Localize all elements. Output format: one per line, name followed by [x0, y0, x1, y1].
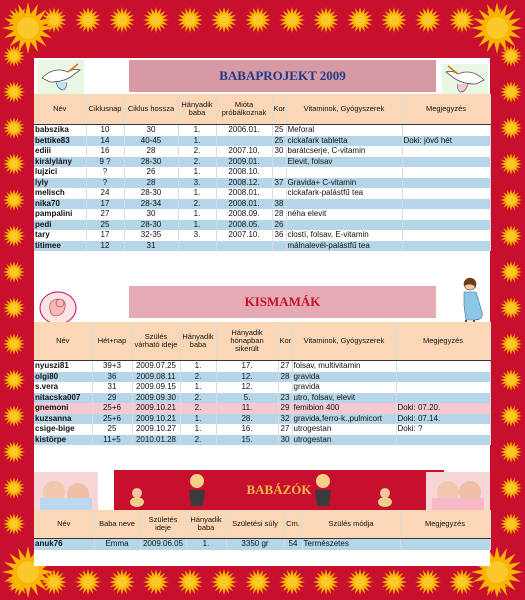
col-header: Hét+nap	[92, 322, 132, 361]
table-cell: 5.	[216, 393, 278, 404]
table-cell: 25	[272, 136, 286, 147]
col-header: Név	[34, 322, 92, 361]
name-cell: s.vera	[34, 382, 92, 393]
table-cell: 25	[92, 424, 132, 435]
table-cell: 28-34	[124, 199, 178, 210]
col-header: Hányadik baba	[180, 322, 216, 361]
table-header-row	[34, 510, 490, 539]
name-cell: kuzsanna	[34, 414, 92, 425]
sun-icon	[500, 441, 522, 463]
name-cell: titimee	[34, 241, 86, 252]
table-cell: málnalevél-palástfű tea	[286, 241, 402, 252]
table-cell: 32-35	[124, 230, 178, 241]
table-cell: 28.	[216, 414, 278, 425]
sun-icon	[109, 7, 135, 33]
table-cell: 29	[92, 393, 132, 404]
table-row	[34, 220, 490, 231]
sun-icon	[75, 7, 101, 33]
table-cell: 30	[124, 209, 178, 220]
table-cell: 2006.01.	[216, 125, 272, 136]
kismamak-title-banner	[129, 286, 436, 318]
table-row	[34, 424, 490, 435]
table-cell	[278, 382, 292, 393]
table-row	[34, 136, 490, 147]
sun-icon	[245, 569, 271, 595]
table-row	[34, 188, 490, 199]
sun-icon	[3, 225, 25, 247]
table-cell: 17	[86, 230, 124, 241]
table-cell	[400, 539, 490, 550]
sun-icon	[109, 569, 135, 595]
table-cell: barátcserje, C-vitamin	[286, 146, 402, 157]
table-cell: 3.	[178, 230, 216, 241]
table-cell: 2008.09.	[216, 209, 272, 220]
sun-icon	[500, 513, 522, 535]
sun-icon	[177, 7, 203, 33]
table-cell: 36	[272, 230, 286, 241]
kismamak-title: KISMAMÁK	[244, 294, 321, 309]
col-header: Kor	[272, 94, 286, 125]
table-cell: 2007.10.	[216, 230, 272, 241]
table-cell: 28	[124, 178, 178, 189]
table-cell	[272, 167, 286, 178]
table-cell: 25	[272, 125, 286, 136]
table-cell: 11.	[216, 403, 278, 414]
table-cell: utrogestan	[292, 424, 396, 435]
table-cell: 2008.05.	[216, 220, 272, 231]
table-cell: 27	[278, 361, 292, 372]
table-cell: 31	[92, 382, 132, 393]
sun-icon	[313, 569, 339, 595]
name-cell: csige-bige	[34, 424, 92, 435]
table-cell: utro, folsav, elevit	[292, 393, 396, 404]
table-cell	[396, 393, 490, 404]
name-cell: anuk76	[34, 539, 94, 550]
table-cell: 12	[86, 241, 124, 252]
sun-icon	[449, 569, 475, 595]
table-cell: néha elevit	[286, 209, 402, 220]
table-cell: 1.	[178, 188, 216, 199]
table-cell: 25+6	[92, 414, 132, 425]
table-cell: 2.	[178, 146, 216, 157]
sun-icon	[3, 117, 25, 139]
sun-icon	[3, 297, 25, 319]
sun-icon	[279, 7, 305, 33]
table-cell: 11+5	[92, 435, 132, 446]
table-cell: 28	[124, 146, 178, 157]
table-cell: 2009.09.15	[132, 382, 180, 393]
table-cell: Meforal	[286, 125, 402, 136]
sun-icon	[211, 7, 237, 33]
name-cell: lujzici	[34, 167, 86, 178]
table-cell: 1.	[178, 167, 216, 178]
table-cell: 17	[86, 199, 124, 210]
table-cell: 40-45	[124, 136, 178, 147]
table-cell: ?	[86, 178, 124, 189]
stork-icon	[38, 60, 84, 94]
col-header: Baba neve	[94, 510, 140, 539]
table-cell: 10	[86, 125, 124, 136]
table-cell: Elevit, folsav	[286, 157, 402, 168]
table-cell: 2.	[180, 393, 216, 404]
table-header-row	[34, 94, 490, 125]
sun-icon	[415, 7, 441, 33]
table-row	[34, 199, 490, 210]
table-cell	[402, 209, 490, 220]
table-row	[34, 361, 490, 372]
table-cell: clostí, folsav, E-vitamin	[286, 230, 402, 241]
table-cell	[396, 372, 490, 383]
table-cell: 28-30	[124, 220, 178, 231]
name-cell: tary	[34, 230, 86, 241]
table-cell: Természetes	[302, 539, 400, 550]
col-header: Vitaminok, Gyógyszerek	[286, 94, 402, 125]
table-cell: 2.	[180, 403, 216, 414]
table-cell: 15.	[216, 435, 278, 446]
table-cell: ?	[86, 167, 124, 178]
table-cell: 27	[86, 209, 124, 220]
col-header: Megjegyzés	[402, 94, 490, 125]
sun-icon	[500, 405, 522, 427]
name-cell: nika70	[34, 199, 86, 210]
sun-icon	[500, 45, 522, 67]
table-cell: gravida,ferro-k.,pulmicort	[292, 414, 396, 425]
table-row	[34, 241, 490, 252]
table-cell: 38	[272, 199, 286, 210]
table-cell: 2009.01.	[216, 157, 272, 168]
col-header: Születés ideje	[140, 510, 186, 539]
baby-icon	[184, 472, 210, 510]
table-cell: 9 ?	[86, 157, 124, 168]
sun-icon	[3, 261, 25, 283]
table-cell	[402, 220, 490, 231]
table-cell: 26	[272, 220, 286, 231]
col-header: Ciklusnap	[86, 94, 124, 125]
table-cell: 3350 gr	[226, 539, 284, 550]
table-cell: 17.	[216, 361, 278, 372]
table-cell	[402, 146, 490, 157]
col-header: Hányadik baba	[178, 94, 216, 125]
table-cell	[402, 199, 490, 210]
col-header: Mióta próbálkoznak	[216, 94, 272, 125]
table-cell: 2.	[180, 435, 216, 446]
table-cell	[402, 167, 490, 178]
table-cell	[402, 188, 490, 199]
table-cell: 2009.10.21	[132, 414, 180, 425]
sun-icon	[3, 477, 25, 499]
table-cell: Emma	[94, 539, 140, 550]
name-cell: pampalini	[34, 209, 86, 220]
table-cell: 2008.01.	[216, 188, 272, 199]
table-cell: 37	[272, 178, 286, 189]
table-row	[34, 146, 490, 157]
table-cell: Gravida+ C-vitamin	[286, 178, 402, 189]
sun-icon	[347, 569, 373, 595]
babies-photo	[426, 472, 490, 510]
sun-icon	[500, 261, 522, 283]
sun-icon	[3, 441, 25, 463]
table-cell: 2.	[178, 199, 216, 210]
table-cell: 36	[92, 372, 132, 383]
sun-icon	[500, 189, 522, 211]
table-cell: 1.	[178, 136, 216, 147]
col-header: Név	[34, 94, 86, 125]
table-cell: 28	[278, 372, 292, 383]
sun-icon	[3, 369, 25, 391]
table-cell: gravida	[292, 382, 396, 393]
name-cell: kistörpe	[34, 435, 92, 446]
table-cell: Doki: ?	[396, 424, 490, 435]
name-cell: olgi80	[34, 372, 92, 383]
col-header: Megjegyzés	[400, 510, 490, 539]
table-cell: 2009.08.11	[132, 372, 180, 383]
table-cell: 1.	[178, 125, 216, 136]
table-cell: Doki: 07.14.	[396, 414, 490, 425]
table-row	[34, 167, 490, 178]
sun-icon	[245, 7, 271, 33]
col-header: Megjegyzés	[396, 322, 490, 361]
sun-icon	[500, 369, 522, 391]
table-cell: 2008.10.	[216, 167, 272, 178]
table-row	[34, 435, 490, 446]
sun-icon	[3, 189, 25, 211]
sun-icon	[500, 153, 522, 175]
table-cell: 39+3	[92, 361, 132, 372]
name-cell: királylány	[34, 157, 86, 168]
fetus-icon	[38, 290, 78, 326]
name-cell: ediii	[34, 146, 86, 157]
table-cell	[402, 125, 490, 136]
table-cell	[216, 241, 272, 252]
table-cell: 1.	[180, 361, 216, 372]
col-header: Hányadik baba	[186, 510, 226, 539]
col-header: Szülés módja	[302, 510, 400, 539]
table-cell: 2008.12.	[216, 178, 272, 189]
table-cell: 1.	[178, 209, 216, 220]
table-row	[34, 403, 490, 414]
sun-icon	[381, 569, 407, 595]
name-cell: nitacska007	[34, 393, 92, 404]
table-row	[34, 125, 490, 136]
table-cell: 16	[86, 146, 124, 157]
sun-icon	[3, 45, 25, 67]
name-cell: pedi	[34, 220, 86, 231]
table-cell: cickafark tabletta	[286, 136, 402, 147]
table-cell: 27	[278, 424, 292, 435]
table-cell	[402, 241, 490, 252]
col-header: Kor	[278, 322, 292, 361]
sun-icon	[211, 569, 237, 595]
table-cell: 29	[278, 403, 292, 414]
table-cell: 2.	[180, 372, 216, 383]
sun-icon	[500, 225, 522, 247]
table-row	[34, 178, 490, 189]
col-header: Hányadik hónapban sikerült	[216, 322, 278, 361]
sun-icon	[3, 513, 25, 535]
table-cell: 30	[278, 435, 292, 446]
table-row	[34, 414, 490, 425]
table-cell: 2009.10.21	[132, 403, 180, 414]
table-header-row	[34, 322, 490, 361]
table-cell: 30	[124, 125, 178, 136]
sun-icon	[381, 7, 407, 33]
name-cell: gnemoni	[34, 403, 92, 414]
table-cell: folsav, multivitamin	[292, 361, 396, 372]
table-row	[34, 382, 490, 393]
table-cell: 2010.01.28	[132, 435, 180, 446]
table-cell: 30	[272, 146, 286, 157]
col-header: Név	[34, 510, 94, 539]
sun-icon	[313, 7, 339, 33]
table-cell: 25	[86, 220, 124, 231]
table-cell	[286, 167, 402, 178]
table-cell: 1.	[178, 220, 216, 231]
table-cell	[402, 178, 490, 189]
name-cell: lyly	[34, 178, 86, 189]
table-cell: 2.	[178, 157, 216, 168]
table-cell	[272, 241, 286, 252]
table-cell: Doki: jövő hét	[402, 136, 490, 147]
name-cell: babszika	[34, 125, 86, 136]
table-cell: 2009.09.30	[132, 393, 180, 404]
babaprojekt-title: BABAPROJEKT 2009	[219, 68, 346, 83]
sun-icon	[3, 153, 25, 175]
table-cell: 2009.06.05	[140, 539, 186, 550]
table-cell	[286, 199, 402, 210]
table-cell: 16.	[216, 424, 278, 435]
sun-icon	[2, 2, 54, 54]
col-header: Szülés várható ideje	[132, 322, 180, 361]
babaprojekt-title-banner	[129, 60, 436, 92]
sun-icon	[3, 405, 25, 427]
table-cell: 12.	[216, 382, 278, 393]
sun-icon	[449, 7, 475, 33]
table-cell: 1.	[186, 539, 226, 550]
sun-icon	[415, 569, 441, 595]
col-header: Ciklus hossza	[124, 94, 178, 125]
col-header: Vitaminok, Gyógyszerek	[292, 322, 396, 361]
table-cell: 2009.10.27	[132, 424, 180, 435]
col-header: Születési súly	[226, 510, 284, 539]
table-cell: 2007.10.	[216, 146, 272, 157]
table-cell	[286, 220, 402, 231]
babazok-title: BABÁZÓK	[246, 482, 312, 497]
table-row	[34, 393, 490, 404]
table-cell: 2008.01.	[216, 199, 272, 210]
table-cell: cickafark-palástfű tea	[286, 188, 402, 199]
sun-icon	[500, 117, 522, 139]
sun-icon	[143, 569, 169, 595]
sun-icon	[500, 81, 522, 103]
stork-icon	[442, 64, 488, 94]
table-cell: 28-30	[124, 188, 178, 199]
table-cell: 28-30	[124, 157, 178, 168]
sun-icon	[3, 333, 25, 355]
table-cell: gravida	[292, 372, 396, 383]
sun-icon	[500, 297, 522, 319]
table-cell: 54	[284, 539, 302, 550]
table-cell	[402, 230, 490, 241]
table-cell: utrogestan	[292, 435, 396, 446]
babazok-table	[34, 510, 491, 550]
sun-icon	[500, 477, 522, 499]
table-row	[34, 209, 490, 220]
table-cell	[396, 382, 490, 393]
table-row	[34, 372, 490, 383]
table-cell	[216, 136, 272, 147]
table-cell: 2009.07.25	[132, 361, 180, 372]
sun-icon	[75, 569, 101, 595]
sun-icon	[279, 569, 305, 595]
table-cell: 23	[278, 393, 292, 404]
table-cell: Doki: 07.20.	[396, 403, 490, 414]
table-cell: 1.	[180, 414, 216, 425]
table-cell: 24	[86, 188, 124, 199]
name-cell: bettike83	[34, 136, 86, 147]
table-cell	[272, 157, 286, 168]
col-header: Cm.	[284, 510, 302, 539]
sun-icon	[471, 2, 523, 54]
table-cell: 28	[272, 209, 286, 220]
table-cell: 1.	[180, 382, 216, 393]
babaprojekt-table	[34, 94, 491, 251]
table-cell: femibion 400	[292, 403, 396, 414]
table-cell: 32	[278, 414, 292, 425]
table-cell: 25+6	[92, 403, 132, 414]
name-cell: nyuszi81	[34, 361, 92, 372]
baby-icon	[374, 486, 396, 508]
table-row	[34, 230, 490, 241]
table-cell	[178, 241, 216, 252]
babies-photo	[34, 472, 98, 510]
table-row	[34, 539, 490, 550]
table-cell	[402, 157, 490, 168]
content-sheet	[34, 58, 490, 566]
name-cell: melisch	[34, 188, 86, 199]
sun-icon	[500, 333, 522, 355]
sun-icon	[3, 81, 25, 103]
table-cell: 3.	[178, 178, 216, 189]
table-cell	[396, 361, 490, 372]
sun-icon	[347, 7, 373, 33]
table-cell	[396, 435, 490, 446]
sun-icon	[143, 7, 169, 33]
table-cell: 14	[86, 136, 124, 147]
kismamak-table	[34, 322, 491, 445]
table-cell: 26	[124, 167, 178, 178]
baby-icon	[310, 472, 336, 510]
table-cell	[272, 188, 286, 199]
baby-icon	[126, 486, 148, 508]
table-cell: 1.	[180, 424, 216, 435]
table-row	[34, 157, 490, 168]
table-cell: 31	[124, 241, 178, 252]
table-cell: 12.	[216, 372, 278, 383]
sun-icon	[177, 569, 203, 595]
